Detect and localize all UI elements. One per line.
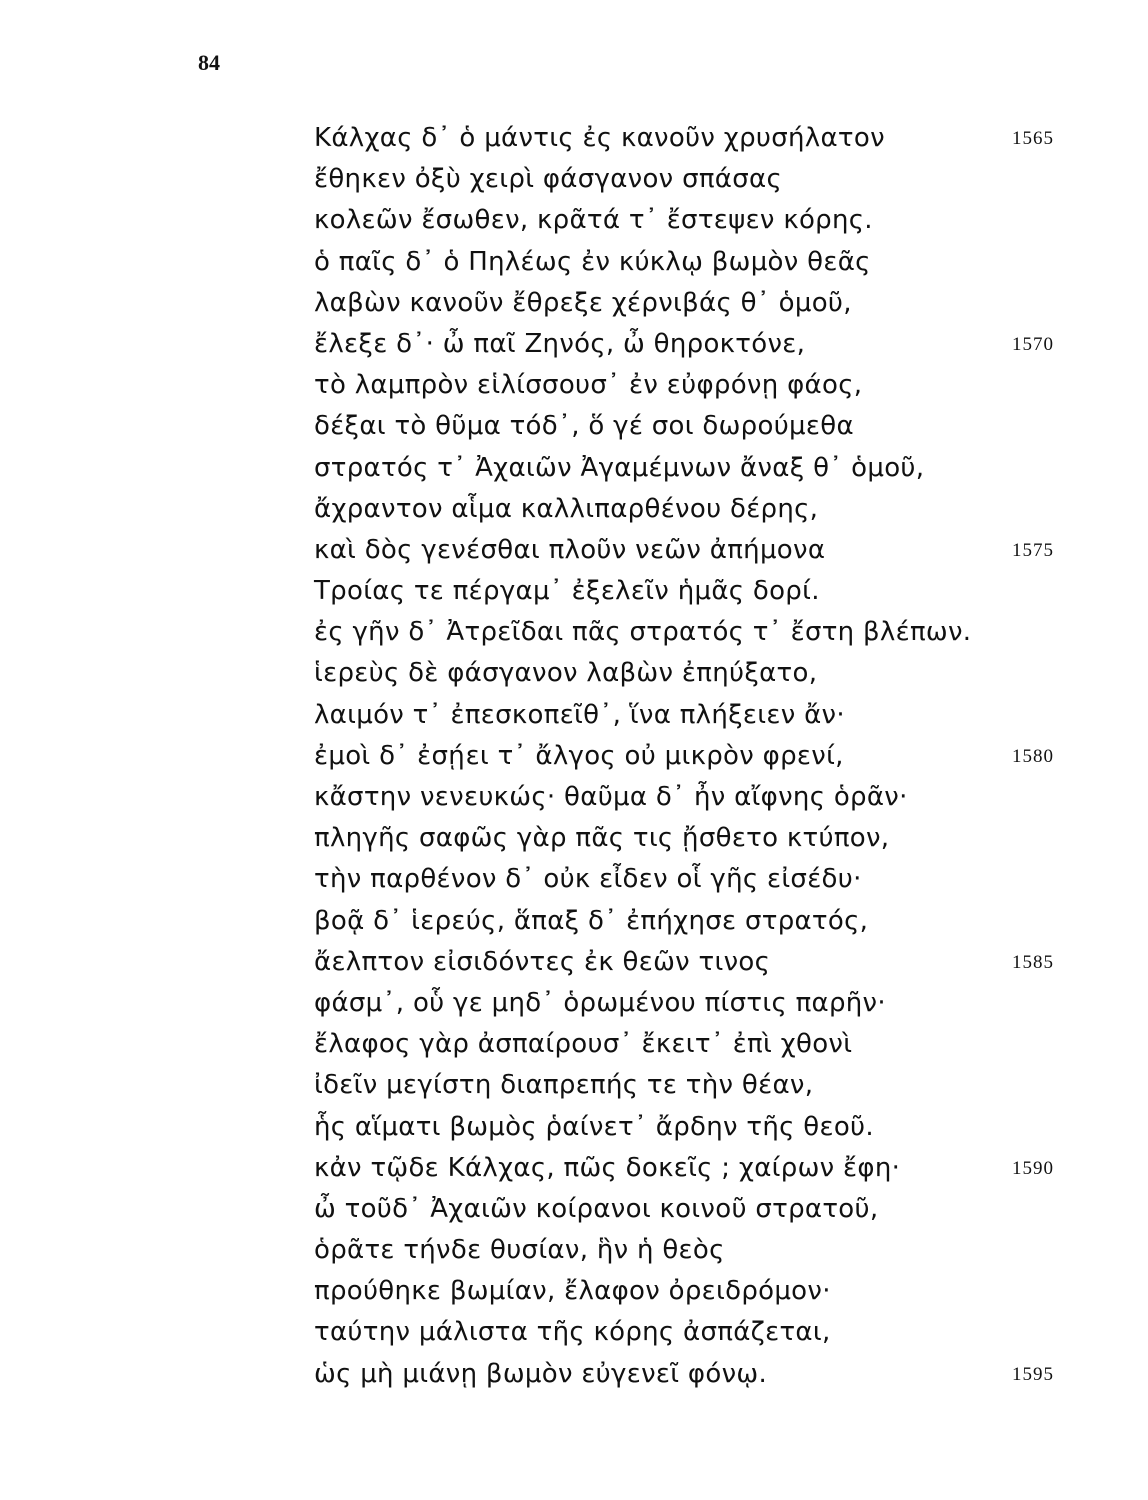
verse-line [314,653,1114,694]
verse-line [314,1148,1114,1189]
verse-line [314,118,1114,159]
verse-line [314,736,1114,777]
verse-text: ἄελπτον εἰσιδόντες ἐκ θεῶν τινος [314,946,771,977]
verse-text: τὸ λαμπρὸν εἱλίσσουσ᾽ ἐν εὐφρόνῃ φάος, [314,370,863,401]
verse-text: ὁ παῖς δ᾽ ὁ Πηλέως ἐν κύκλῳ βωμὸν θεᾶς [314,246,871,277]
line-number: 1575 [1012,539,1054,561]
verse-text: ὡς μὴ μιάνῃ βωμὸν εὐγενεῖ φόνῳ. [314,1358,768,1389]
verse-line [314,901,1114,942]
verse-line [314,1312,1114,1353]
verse-line [314,200,1114,241]
verse-line [314,1024,1114,1065]
verse-text: δέξαι τὸ θῦμα τόδ᾽, ὅ γέ σοι δωρούμεθα [314,411,854,442]
verse-text: ὦ τοῦδ᾽ Ἀχαιῶν κοίρανοι κοινοῦ στρατοῦ, [314,1193,879,1224]
verse-line [314,365,1114,406]
verse-line [314,695,1114,736]
verse-line [314,1230,1114,1271]
line-number: 1595 [1012,1363,1054,1385]
verse-text: τὴν παρθένον δ᾽ οὐκ εἶδεν οἷ γῆς εἰσέδυ· [314,864,862,895]
verse-line [314,859,1114,900]
verse-text: κἀν τῷδε Κάλχας, πῶς δοκεῖς ; χαίρων ἔφη· [314,1152,901,1183]
verse-text: στρατός τ᾽ Ἀχαιῶν Ἀγαμέμνων ἄναξ θ᾽ ὁμοῦ, [314,452,925,483]
verse-text: λαιμόν τ᾽ ἐπεσκοπεῖθ᾽, ἵνα πλήξειεν ἄν· [314,699,845,730]
verse-text: ταύτην μάλιστα τῆς κόρης ἀσπάζεται, [314,1317,831,1348]
verse-line [314,1271,1114,1312]
line-number: 1580 [1012,745,1054,767]
line-number: 1585 [1012,951,1054,973]
verse-line [314,159,1114,200]
verse-text: βοᾷ δ᾽ ἱερεύς, ἅπαξ δ᾽ ἐπήχησε στρατός, [314,905,869,936]
verse-text: φάσμ᾽, οὗ γε μηδ᾽ ὁρωμένου πίστις παρῆν· [314,987,886,1018]
verse-line [314,942,1114,983]
verse-text: προύθηκε βωμίαν, ἔλαφον ὀρειδρόμον· [314,1276,831,1307]
line-number: 1590 [1012,1157,1054,1179]
verse-line [314,283,1114,324]
verse-text: Κάλχας δ᾽ ὁ μάντις ἐς κανοῦν χρυσήλατον [314,123,885,153]
verse-line [314,983,1114,1024]
verse-text: καὶ δὸς γενέσθαι πλοῦν νεῶν ἀπήμονα [314,534,826,565]
verse-text: ἔθηκεν ὀξὺ χειρὶ φάσγανον σπάσας [314,164,783,195]
verse-text: ἱερεὺς δὲ φάσγανον λαβὼν ἐπηύξατο, [314,658,818,689]
verse-text: κολεῶν ἔσωθεν, κρᾶτά τ᾽ ἔστεψεν κόρης. [314,205,873,236]
verse-line [314,1189,1114,1230]
verse-line [314,1354,1114,1395]
verse-text: ἄχραντον αἷμα καλλιπαρθένου δέρης, [314,493,819,524]
verse-text: ἔλεξε δ᾽· ὦ παῖ Ζηνός, ὦ θηροκτόνε, [314,328,806,359]
verse-line [314,324,1114,365]
verse-text: Τροίας τε πέργαμ᾽ ἐξελεῖν ἡμᾶς δορί. [314,576,820,607]
verse-line [314,448,1114,489]
verse-line [314,242,1114,283]
verse-line [314,818,1114,859]
verse-block [314,118,1114,1395]
verse-line [314,1065,1114,1106]
verse-line [314,571,1114,612]
line-number: 1565 [1012,128,1054,149]
verse-line [314,1107,1114,1148]
verse-text: ἐμοὶ δ᾽ ἐσῄει τ᾽ ἄλγος οὐ μικρὸν φρενί, [314,740,844,771]
page-number: 84 [198,50,220,75]
line-number: 1570 [1012,333,1054,355]
verse-line [314,489,1114,530]
verse-line [314,406,1114,447]
verse-line [314,530,1114,571]
verse-text: ἔλαφος γὰρ ἀσπαίρουσ᾽ ἔκειτ᾽ ἐπὶ χθονὶ [314,1029,853,1060]
verse-text: ὁρᾶτε τήνδε θυσίαν, ἣν ἡ θεὸς [314,1235,725,1266]
verse-text: ἰδεῖν μεγίστη διαπρεπής τε τὴν θέαν, [314,1070,814,1101]
verse-line [314,612,1114,653]
verse-text: κἄστην νενευκώς· θαῦμα δ᾽ ἦν αἴφνης ὁρᾶν· [314,782,908,812]
verse-text: πληγῆς σαφῶς γὰρ πᾶς τις ᾔσθετο κτύπον, [314,823,890,854]
verse-text: ἐς γῆν δ᾽ Ἀτρεῖδαι πᾶς στρατός τ᾽ ἔστη βλέπων. [314,617,972,648]
verse-text: λαβὼν κανοῦν ἔθρεξε χέρνιβάς θ᾽ ὁμοῦ, [314,287,852,318]
verse-text: ἧς αἵματι βωμὸς ῥαίνετ᾽ ἄρδην τῆς θεοῦ. [314,1111,874,1142]
verse-line [314,777,1114,818]
